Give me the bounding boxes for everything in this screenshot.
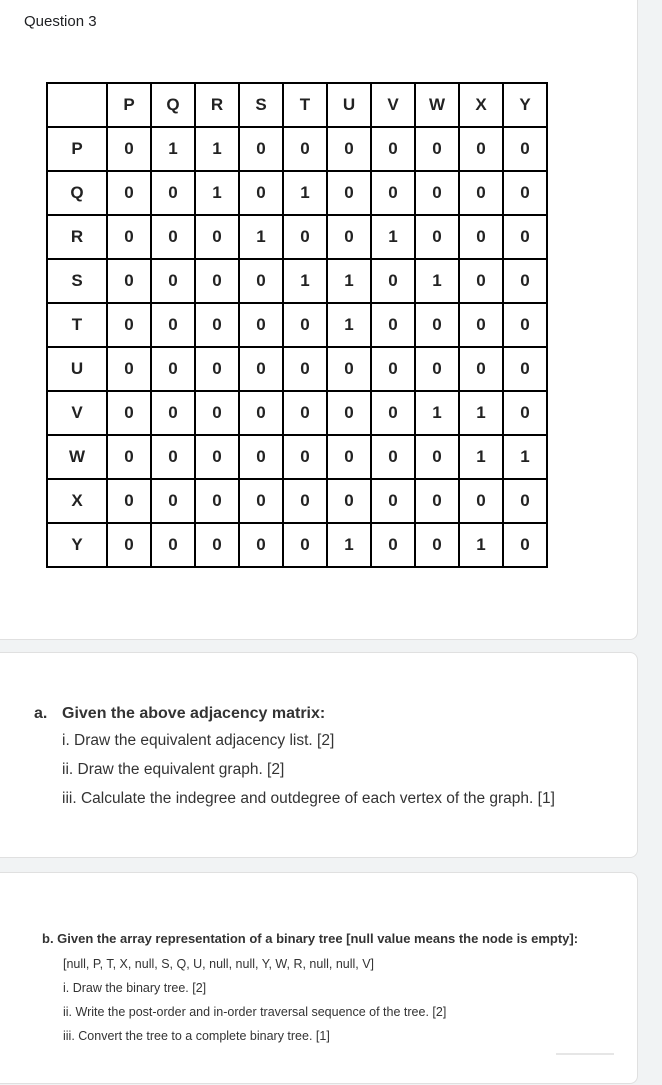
matrix-cell: 0 [459, 259, 503, 303]
matrix-cell: 0 [459, 215, 503, 259]
matrix-cell: 0 [415, 479, 459, 523]
matrix-row-t [47, 303, 547, 347]
row-header-s: S [47, 259, 107, 303]
column-header-p: P [107, 83, 151, 127]
matrix-cell: 0 [371, 523, 415, 567]
matrix-cell: 0 [195, 391, 239, 435]
matrix-cell: 0 [239, 479, 283, 523]
adjacency-matrix-table [46, 82, 548, 568]
matrix-cell: 0 [151, 171, 195, 215]
matrix-cell: 0 [151, 523, 195, 567]
part-a-label: a. [34, 705, 48, 722]
matrix-cell: 0 [415, 523, 459, 567]
matrix-cell: 0 [195, 303, 239, 347]
part-a-item: ii. Draw the equivalent graph. [2] [62, 761, 285, 778]
matrix-cell: 0 [239, 435, 283, 479]
part-b-item: iii. Convert the tree to a complete binary tree. [1] [63, 1029, 330, 1043]
matrix-cell: 0 [327, 171, 371, 215]
matrix-cell: 0 [371, 303, 415, 347]
matrix-cell: 0 [195, 523, 239, 567]
part-b-card [0, 872, 638, 1084]
part-b-item: i. Draw the binary tree. [2] [63, 981, 207, 995]
part-a-card [0, 652, 638, 858]
matrix-cell: 0 [107, 259, 151, 303]
matrix-cell: 0 [371, 127, 415, 171]
matrix-cell: 0 [327, 347, 371, 391]
matrix-cell: 0 [459, 479, 503, 523]
matrix-row-p [47, 127, 547, 171]
matrix-row-w [47, 435, 547, 479]
matrix-row-r [47, 215, 547, 259]
matrix-cell: 0 [239, 171, 283, 215]
matrix-cell: 0 [107, 347, 151, 391]
matrix-cell: 0 [107, 303, 151, 347]
part-b-item: ii. Write the post-order and in-order traversal sequence of the tree. [2] [63, 1005, 447, 1019]
matrix-cell: 0 [107, 127, 151, 171]
matrix-cell: 0 [459, 347, 503, 391]
row-header-q: Q [47, 171, 107, 215]
column-header-y: Y [503, 83, 547, 127]
row-header-x: X [47, 479, 107, 523]
matrix-corner-cell [47, 83, 107, 127]
matrix-row-u [47, 347, 547, 391]
matrix-cell: 0 [239, 347, 283, 391]
matrix-cell: 1 [327, 259, 371, 303]
matrix-cell: 0 [107, 215, 151, 259]
matrix-cell: 0 [371, 259, 415, 303]
matrix-cell: 0 [503, 479, 547, 523]
matrix-cell: 0 [239, 523, 283, 567]
matrix-cell: 0 [195, 435, 239, 479]
matrix-cell: 0 [415, 171, 459, 215]
matrix-cell: 1 [503, 435, 547, 479]
matrix-cell: 0 [371, 347, 415, 391]
row-header-p: P [47, 127, 107, 171]
matrix-row-y [47, 523, 547, 567]
matrix-cell: 0 [107, 479, 151, 523]
part-a-item: iii. Calculate the indegree and outdegree of each vertex of the graph. [1] [62, 790, 555, 807]
matrix-cell: 0 [151, 435, 195, 479]
column-header-s: S [239, 83, 283, 127]
matrix-cell: 0 [195, 259, 239, 303]
column-header-u: U [327, 83, 371, 127]
matrix-cell: 0 [371, 171, 415, 215]
row-header-u: U [47, 347, 107, 391]
matrix-cell: 0 [107, 435, 151, 479]
matrix-cell: 0 [459, 303, 503, 347]
matrix-cell: 1 [327, 303, 371, 347]
column-header-t: T [283, 83, 327, 127]
matrix-cell: 0 [327, 215, 371, 259]
matrix-cell: 1 [195, 127, 239, 171]
matrix-cell: 0 [327, 127, 371, 171]
matrix-cell: 1 [459, 391, 503, 435]
matrix-cell: 0 [151, 215, 195, 259]
question-title: Question 3 [24, 13, 97, 30]
matrix-cell: 0 [371, 479, 415, 523]
matrix-cell: 0 [239, 127, 283, 171]
matrix-cell: 1 [195, 171, 239, 215]
matrix-cell: 0 [151, 259, 195, 303]
matrix-cell: 0 [283, 391, 327, 435]
matrix-cell: 1 [459, 523, 503, 567]
matrix-cell: 0 [415, 127, 459, 171]
matrix-cell: 0 [151, 391, 195, 435]
row-header-v: V [47, 391, 107, 435]
row-header-r: R [47, 215, 107, 259]
matrix-cell: 1 [151, 127, 195, 171]
matrix-cell: 0 [503, 171, 547, 215]
matrix-cell: 1 [283, 259, 327, 303]
matrix-cell: 0 [151, 303, 195, 347]
matrix-cell: 0 [503, 259, 547, 303]
matrix-cell: 0 [283, 435, 327, 479]
matrix-cell: 0 [283, 347, 327, 391]
matrix-cell: 0 [415, 347, 459, 391]
matrix-cell: 0 [327, 435, 371, 479]
matrix-cell: 0 [107, 171, 151, 215]
matrix-cell: 0 [283, 523, 327, 567]
part-a-item: i. Draw the equivalent adjacency list. [2] [62, 732, 335, 749]
matrix-cell: 0 [151, 347, 195, 391]
matrix-cell: 0 [459, 127, 503, 171]
matrix-cell: 0 [239, 303, 283, 347]
row-header-w: W [47, 435, 107, 479]
column-header-x: X [459, 83, 503, 127]
matrix-cell: 0 [503, 127, 547, 171]
part-a-heading-text: Given the above adjacency matrix: [62, 705, 326, 722]
matrix-row-s [47, 259, 547, 303]
matrix-cell: 0 [415, 303, 459, 347]
matrix-cell: 1 [283, 171, 327, 215]
matrix-cell: 0 [195, 215, 239, 259]
matrix-cell: 1 [415, 391, 459, 435]
matrix-cell: 0 [503, 523, 547, 567]
matrix-cell: 1 [415, 259, 459, 303]
matrix-cell: 0 [239, 391, 283, 435]
matrix-cell: 0 [503, 391, 547, 435]
matrix-cell: 0 [283, 303, 327, 347]
matrix-row-q [47, 171, 547, 215]
row-header-y: Y [47, 523, 107, 567]
matrix-cell: 0 [415, 215, 459, 259]
matrix-cell: 1 [239, 215, 283, 259]
matrix-cell: 0 [327, 479, 371, 523]
column-header-v: V [371, 83, 415, 127]
matrix-cell: 1 [327, 523, 371, 567]
matrix-cell: 1 [371, 215, 415, 259]
matrix-cell: 0 [371, 391, 415, 435]
row-header-t: T [47, 303, 107, 347]
matrix-cell: 0 [459, 171, 503, 215]
matrix-cell: 0 [195, 347, 239, 391]
matrix-cell: 0 [503, 303, 547, 347]
column-header-w: W [415, 83, 459, 127]
matrix-cell: 1 [459, 435, 503, 479]
matrix-cell: 0 [283, 127, 327, 171]
matrix-cell: 0 [503, 347, 547, 391]
matrix-cell: 0 [107, 523, 151, 567]
matrix-cell: 0 [283, 479, 327, 523]
matrix-cell: 0 [503, 215, 547, 259]
column-header-q: Q [151, 83, 195, 127]
matrix-cell: 0 [283, 215, 327, 259]
matrix-cell: 0 [239, 259, 283, 303]
divider-line [556, 1053, 614, 1055]
matrix-cell: 0 [327, 391, 371, 435]
matrix-cell: 0 [107, 391, 151, 435]
matrix-header-row [47, 83, 547, 127]
part-b-array: [null, P, T, X, null, S, Q, U, null, null, Y, W, R, null, null, V] [63, 957, 375, 971]
matrix-cell: 0 [195, 479, 239, 523]
part-a-heading [34, 705, 624, 723]
matrix-cell: 0 [371, 435, 415, 479]
part-b-heading: b. Given the array representation of a binary tree [null value means the node is empty]: [42, 931, 579, 946]
matrix-cell: 0 [415, 435, 459, 479]
matrix-row-x [47, 479, 547, 523]
column-header-r: R [195, 83, 239, 127]
matrix-cell: 0 [151, 479, 195, 523]
matrix-row-v [47, 391, 547, 435]
